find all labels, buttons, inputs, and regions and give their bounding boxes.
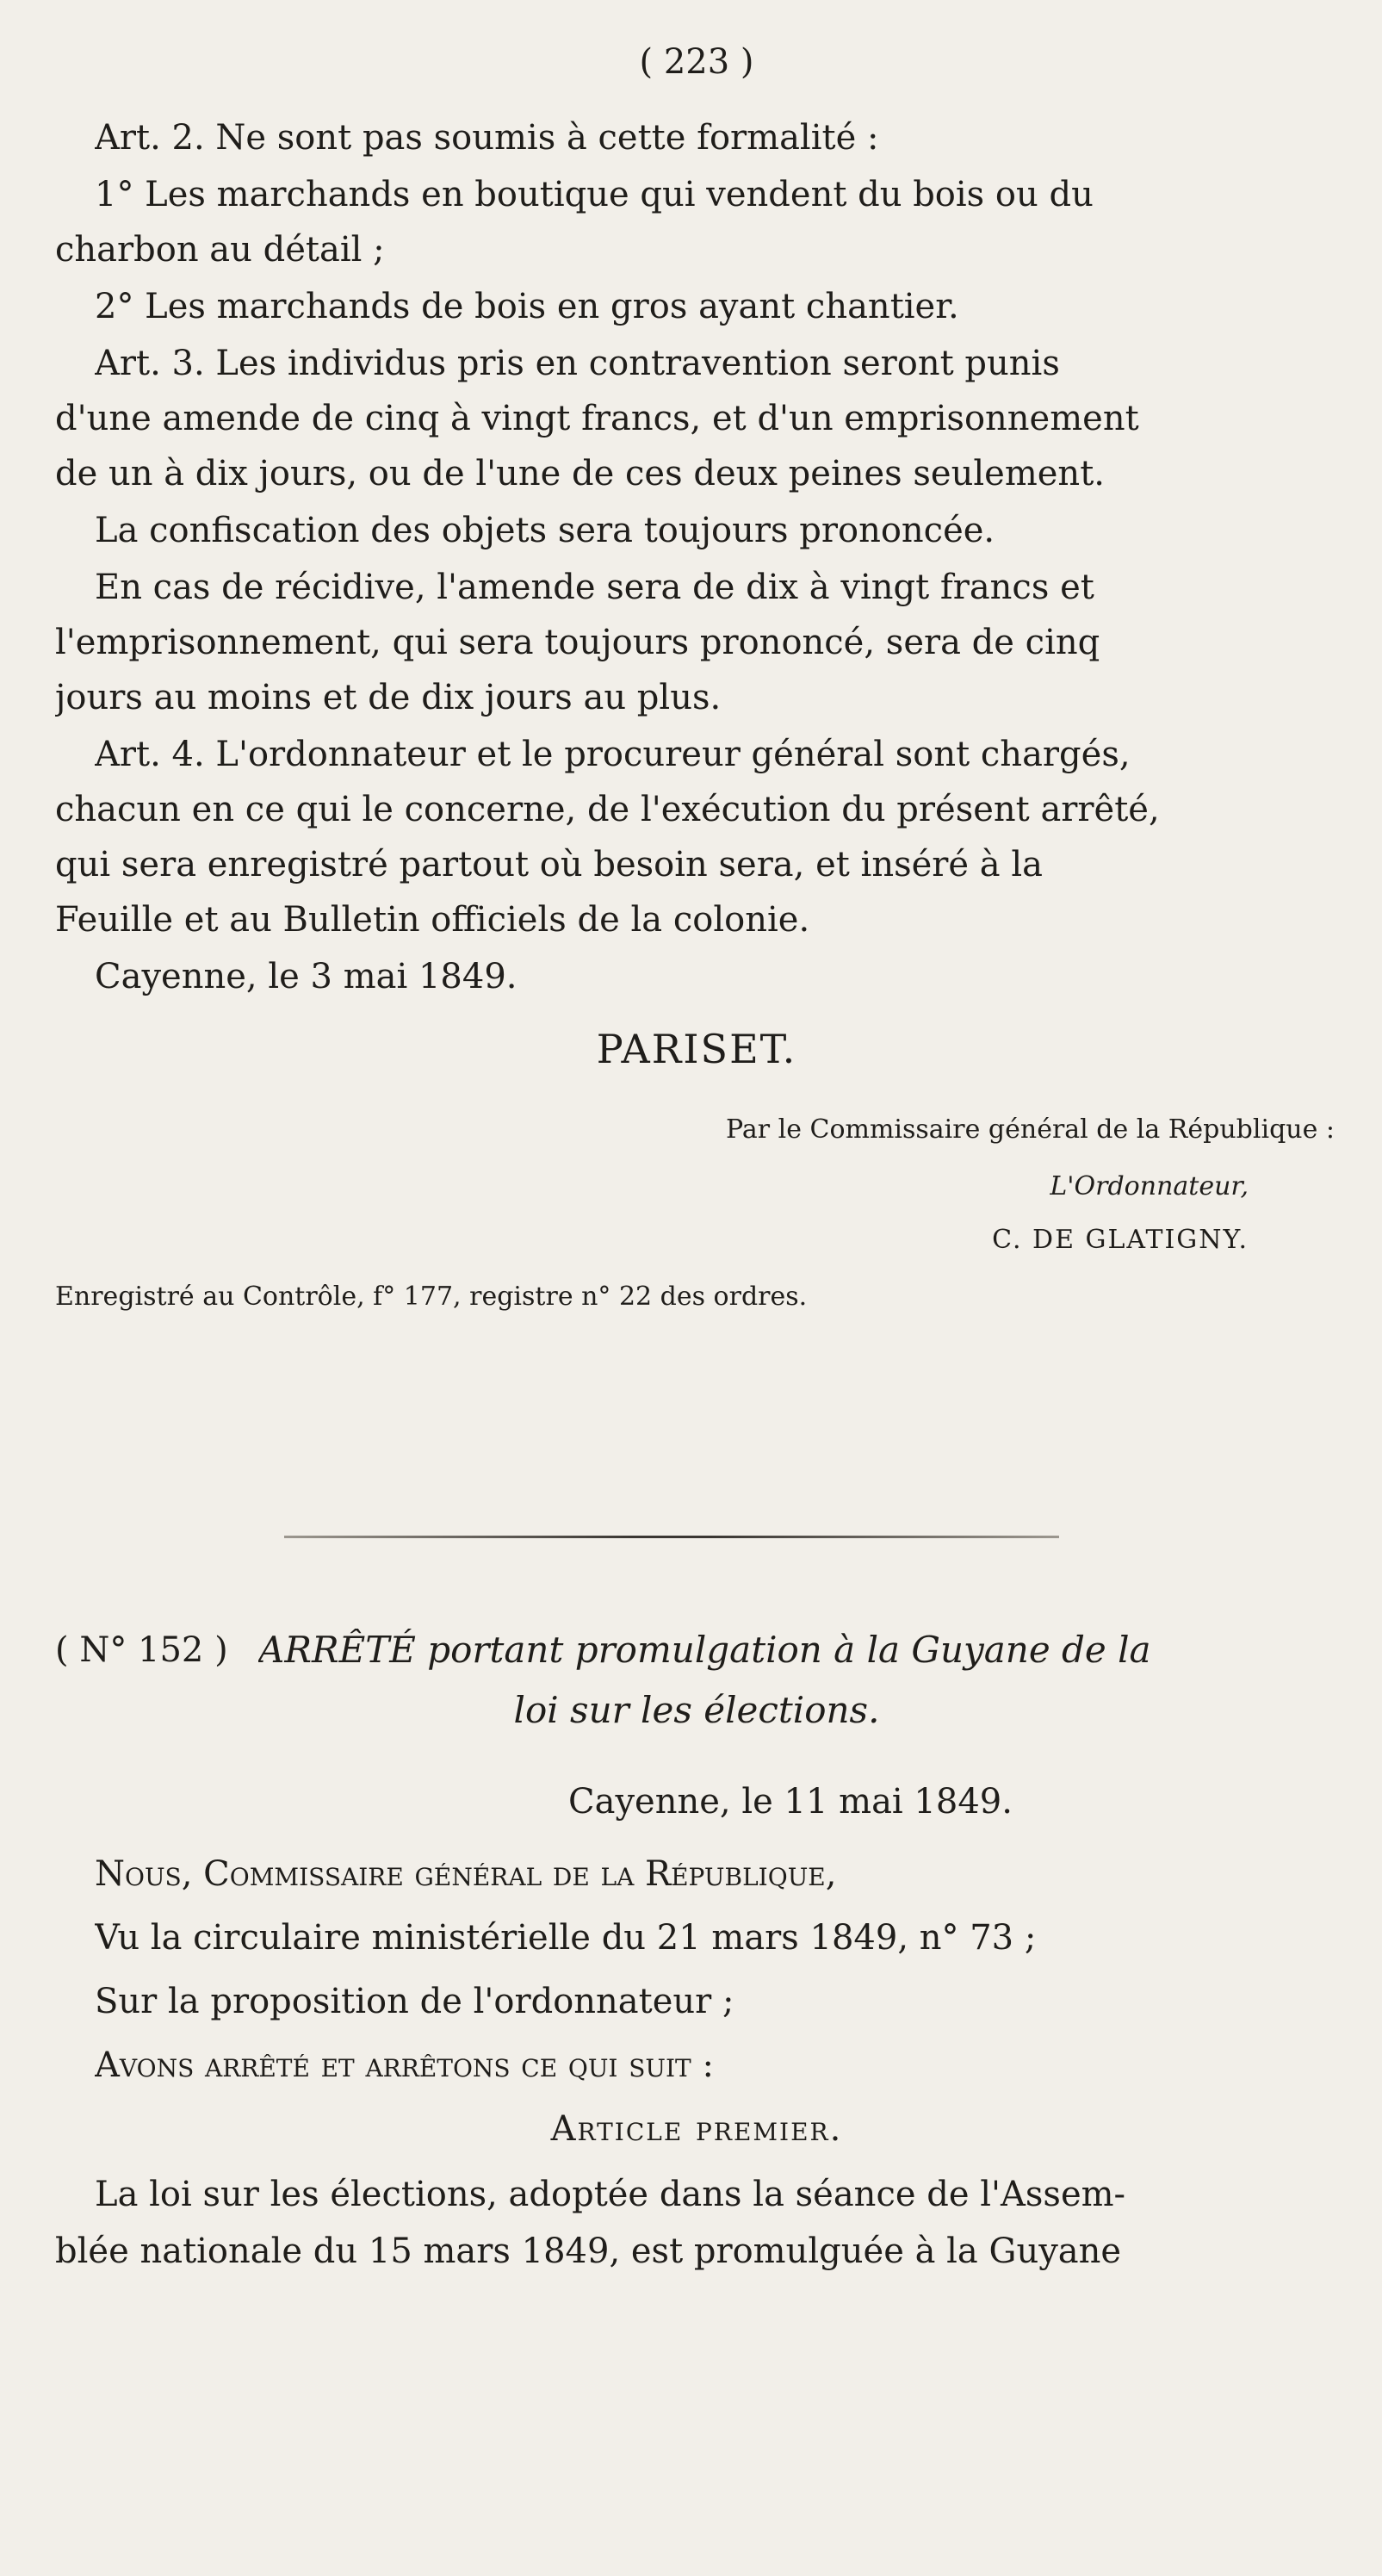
article-4-line-3: qui sera enregistré partout où besoin sera, et inséré à la <box>55 845 1044 885</box>
signature-par-line: Par le Commissaire général de la République : <box>726 1114 1335 1145</box>
article-3-line-3: de un à dix jours, ou de l'une de ces deux peines seulement. <box>55 454 1105 493</box>
article-4-line-4: Feuille et au Bulletin officiels de la colonie. <box>55 900 810 940</box>
article-4-line-1: Art. 4. L'ordonnateur et le procureur général sont chargés, <box>95 735 1131 774</box>
article-3-line-2: d'une amende de cinq à vingt francs, et d'un emprisonnement <box>55 399 1139 438</box>
article-premier-line-2: blée nationale du 15 mars 1849, est promulguée à la Guyane <box>55 2231 1122 2271</box>
decree-title-line-2: loi sur les élections. <box>513 1689 880 1731</box>
article-2: Art. 2. Ne sont pas soumis à cette formalité : <box>95 118 879 158</box>
registration-line: Enregistré au Contrôle, f° 177, registre n° 22 des ordres. <box>55 1282 808 1312</box>
article-premier-heading: Article premier. <box>550 2109 843 2149</box>
sur-line: Sur la proposition de l'ordonnateur ; <box>95 1982 734 2021</box>
nous-line: Nous, Commissaire général de la République, <box>95 1854 837 1894</box>
recidive-line-1: En cas de récidive, l'amende sera de dix à vingt francs et <box>95 568 1094 607</box>
vu-line: Vu la circulaire ministérielle du 21 mars 1849, n° 73 ; <box>95 1918 1037 1958</box>
page-number: ( 223 ) <box>639 42 754 82</box>
recidive-line-2: l'emprisonnement, qui sera toujours prononcé, sera de cinq <box>55 623 1100 662</box>
decree-date: Cayenne, le 3 mai 1849. <box>95 957 517 996</box>
signature-role: L'Ordonnateur, <box>1050 1171 1249 1201</box>
item-2: 2° Les marchands de bois en gros ayant chantier. <box>95 287 959 326</box>
article-4-line-2: chacun en ce qui le concerne, de l'exécution du présent arrêté, <box>55 790 1160 829</box>
avons-line: Avons arrêté et arrêtons ce qui suit : <box>95 2045 714 2085</box>
section-divider <box>284 1536 1059 1538</box>
second-decree-date: Cayenne, le 11 mai 1849. <box>568 1782 1013 1822</box>
decree-title-line-1: ARRÊTÉ portant promulgation à la Guyane de la <box>258 1629 1151 1671</box>
confiscation-line: La confiscation des objets sera toujours prononcée. <box>95 511 995 550</box>
article-premier-line-1: La loi sur les élections, adoptée dans la séance de l'Assem- <box>95 2175 1126 2214</box>
signature-glatigny: C. DE GLATIGNY. <box>992 1225 1249 1255</box>
recidive-line-3: jours au moins et de dix jours au plus. <box>55 678 722 717</box>
article-3-line-1: Art. 3. Les individus pris en contravention seront punis <box>95 344 1060 383</box>
item-1-line-2: charbon au détail ; <box>55 230 385 270</box>
signature-pariset: PARISET. <box>596 1026 797 1072</box>
item-1-line-1: 1° Les marchands en boutique qui vendent du bois ou du <box>95 175 1094 214</box>
decree-number: ( N° 152 ) <box>55 1630 228 1670</box>
